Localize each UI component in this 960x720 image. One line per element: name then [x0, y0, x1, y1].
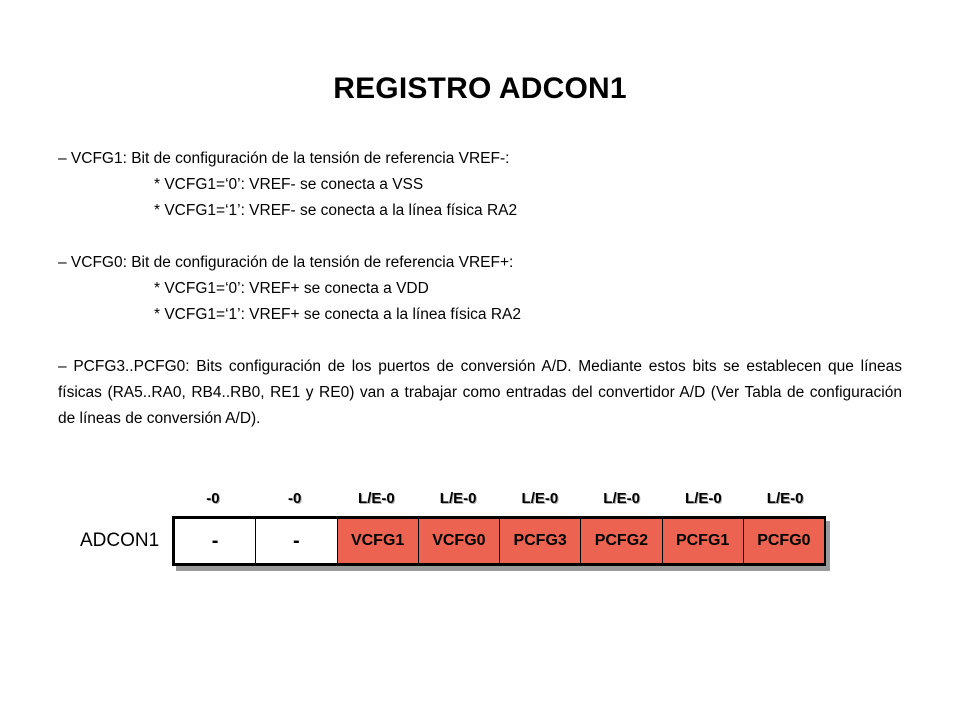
bit-cell-pcfg2: PCFG2 — [581, 519, 662, 563]
vcfg1-heading: – VCFG1: Bit de configuración de la tensión de referencia VREF-: — [58, 150, 510, 167]
register-name: ADCON1 — [80, 530, 160, 551]
bit-cell-pcfg1: PCFG1 — [663, 519, 744, 563]
bit-cell-6: - — [256, 519, 337, 563]
vcfg0-heading: – VCFG0: Bit de configuración de la tensión de referencia VREF+: — [58, 254, 514, 271]
bit-type-5: L/E-0 — [358, 490, 395, 507]
vcfg0-option-0: * VCFG1=‘0’: VREF+ se conecta a VDD — [154, 280, 429, 297]
bit-type-0: L/E-0 — [766, 490, 804, 507]
vcfg1-option-1: * VCFG1=‘1’: VREF- se conecta a la línea física RA2 — [154, 202, 518, 219]
bit-cell-pcfg3: PCFG3 — [500, 519, 581, 563]
pcfg-paragraph: – PCFG3..PCFG0: Bits configuración de los puertos de conversión A/D. Mediante estos bits se establecen que líneas físicas (RA5..RA0, RB4..RB0, RE1 y RE0) van a trabajar como entradas del convertidor A/D (Ver Tabla de configuración de líneas de conversión A/D). — [58, 358, 902, 427]
bit-type-row — [172, 490, 826, 507]
bit-cell-vcfg1: VCFG1 — [338, 519, 419, 563]
bit-type-6: -0 — [287, 490, 302, 507]
bit-type-1: L/E-0 — [685, 490, 722, 507]
description-text — [58, 146, 902, 432]
bit-cell-pcfg0: PCFG0 — [744, 519, 824, 563]
bit-type-7: -0 — [206, 490, 220, 507]
bit-type-3: L/E-0 — [521, 490, 559, 507]
page-title: REGISTRO ADCON1 — [333, 72, 627, 105]
bit-type-2: L/E-0 — [603, 490, 640, 507]
bit-type-4: L/E-0 — [439, 490, 477, 507]
vcfg1-option-0: * VCFG1=‘0’: VREF- se conecta a VSS — [154, 176, 424, 193]
register-box — [172, 516, 826, 566]
vcfg0-option-1: * VCFG1=‘1’: VREF+ se conecta a la línea física RA2 — [154, 306, 522, 323]
bit-cell-7: - — [175, 519, 256, 563]
bit-cell-vcfg0: VCFG0 — [419, 519, 500, 563]
